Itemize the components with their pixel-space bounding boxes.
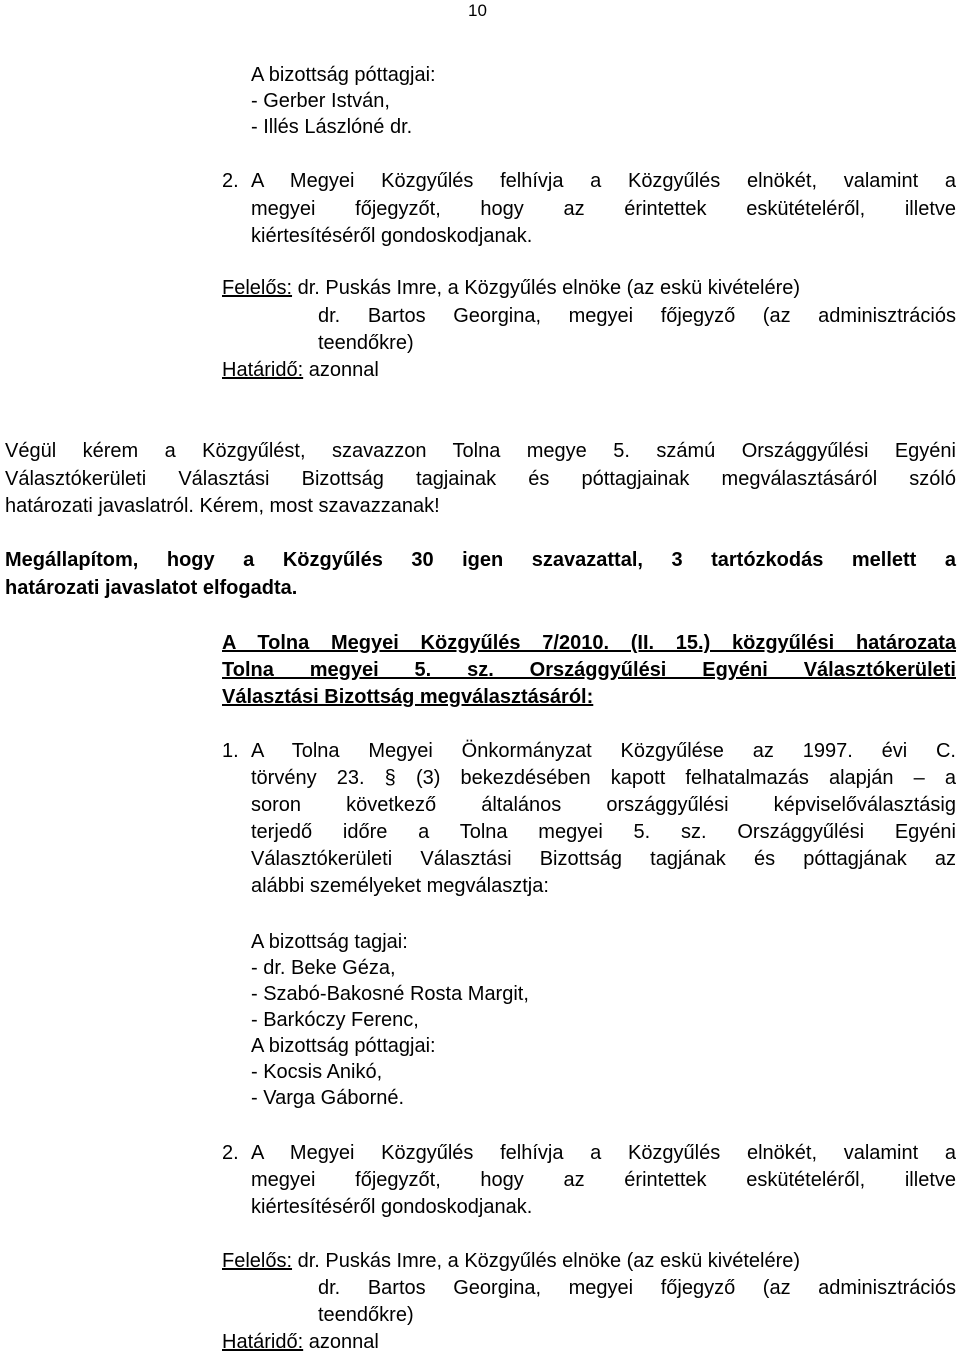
vote-request-line: határozati javaslatról. Kérem, most szavazzanak!	[5, 495, 440, 517]
item-number: 2.	[222, 170, 239, 192]
member-item: - Barkóczy Ferenc,	[251, 1009, 419, 1031]
item-text-line: A Megyei Közgyűlés felhívja a Közgyűlés elnökét, valamint a	[251, 1142, 956, 1164]
responsible-text: dr. Bartos Georgina, megyei főjegyző (az adminisztrációs	[318, 1277, 956, 1299]
alternates-heading: A bizottság póttagjai:	[251, 64, 436, 86]
deadline-row	[222, 1330, 379, 1355]
deadline-label: Határidő:	[222, 1331, 304, 1353]
vote-request-line: Választókerületi Választási Bizottság tagjainak és póttagjainak megválasztásáról szóló	[5, 468, 956, 490]
responsible-row	[222, 1249, 800, 1274]
item-text-line: terjedő időre a Tolna megyei 5. sz. Országgyűlési Egyéni	[251, 821, 956, 843]
responsible-text: teendőkre)	[318, 1304, 414, 1326]
responsible-text: teendőkre)	[318, 332, 414, 354]
deadline-row	[222, 358, 379, 383]
resolution-title-line: A Tolna Megyei Közgyűlés 7/2010. (II. 15.) közgyűlési határozata	[222, 632, 956, 654]
members-heading: A bizottság tagjai:	[251, 931, 408, 953]
responsible-text: dr. Bartos Georgina, megyei főjegyző (az adminisztrációs	[318, 305, 956, 327]
alternates-heading: A bizottság póttagjai:	[251, 1035, 436, 1057]
item-number: 2.	[222, 1142, 239, 1164]
item-text-line: megyei főjegyzőt, hogy az érintettek eskütételéről, illetve	[251, 1169, 956, 1191]
item-text-line: törvény 23. § (3) bekezdésében kapott felhatalmazás alapján – a	[251, 767, 956, 789]
item-text-line: soron következő általános országgyűlési képviselőválasztásig	[251, 794, 956, 816]
item-text-line: kiértesítéséről gondoskodjanak.	[251, 1196, 533, 1218]
item-text-line: kiértesítéséről gondoskodjanak.	[251, 225, 533, 247]
resolution-title-line: Választási Bizottság megválasztásáról:	[222, 686, 594, 708]
deadline-label: Határidő:	[222, 359, 304, 381]
item-text-line: megyei főjegyzőt, hogy az érintettek eskütételéről, illetve	[251, 198, 956, 220]
item-text-line: A Tolna Megyei Önkormányzat Közgyűlése az 1997. évi C.	[251, 740, 956, 762]
responsible-text: dr. Puskás Imre, a Közgyűlés elnöke (az eskü kivételére)	[297, 277, 801, 299]
result-line: határozati javaslatot elfogadta.	[5, 577, 298, 599]
responsible-row	[222, 276, 800, 301]
item-text-line: A Megyei Közgyűlés felhívja a Közgyűlés elnökét, valamint a	[251, 170, 956, 192]
resolution-title-line: Tolna megyei 5. sz. Országgyűlési Egyéni Választókerületi	[222, 659, 956, 681]
member-item: - dr. Beke Géza,	[251, 957, 396, 979]
responsible-text: dr. Puskás Imre, a Közgyűlés elnöke (az eskü kivételére)	[297, 1250, 801, 1272]
item-number: 1.	[222, 740, 239, 762]
item-text-line: Választókerületi Választási Bizottság tagjának és póttagjának az	[251, 848, 956, 870]
vote-request-line: Végül kérem a Közgyűlést, szavazzon Tolna megye 5. számú Országgyűlési Egyéni	[5, 440, 956, 462]
deadline-value: azonnal	[308, 1331, 379, 1353]
responsible-label: Felelős:	[222, 1250, 293, 1272]
alternate-item: - Kocsis Anikó,	[251, 1061, 383, 1083]
result-line: Megállapítom, hogy a Közgyűlés 30 igen szavazattal, 3 tartózkodás mellett a	[5, 549, 956, 571]
deadline-value: azonnal	[308, 359, 379, 381]
alternate-item: - Varga Gáborné.	[251, 1087, 405, 1109]
item-text-line: alábbi személyeket megválasztja:	[251, 875, 549, 897]
alternate-item: - Gerber István,	[251, 90, 390, 112]
page-number: 10	[468, 1, 487, 20]
alternate-item: - Illés Lászlóné dr.	[251, 116, 413, 138]
responsible-label: Felelős:	[222, 277, 293, 299]
member-item: - Szabó-Bakosné Rosta Margit,	[251, 983, 529, 1005]
